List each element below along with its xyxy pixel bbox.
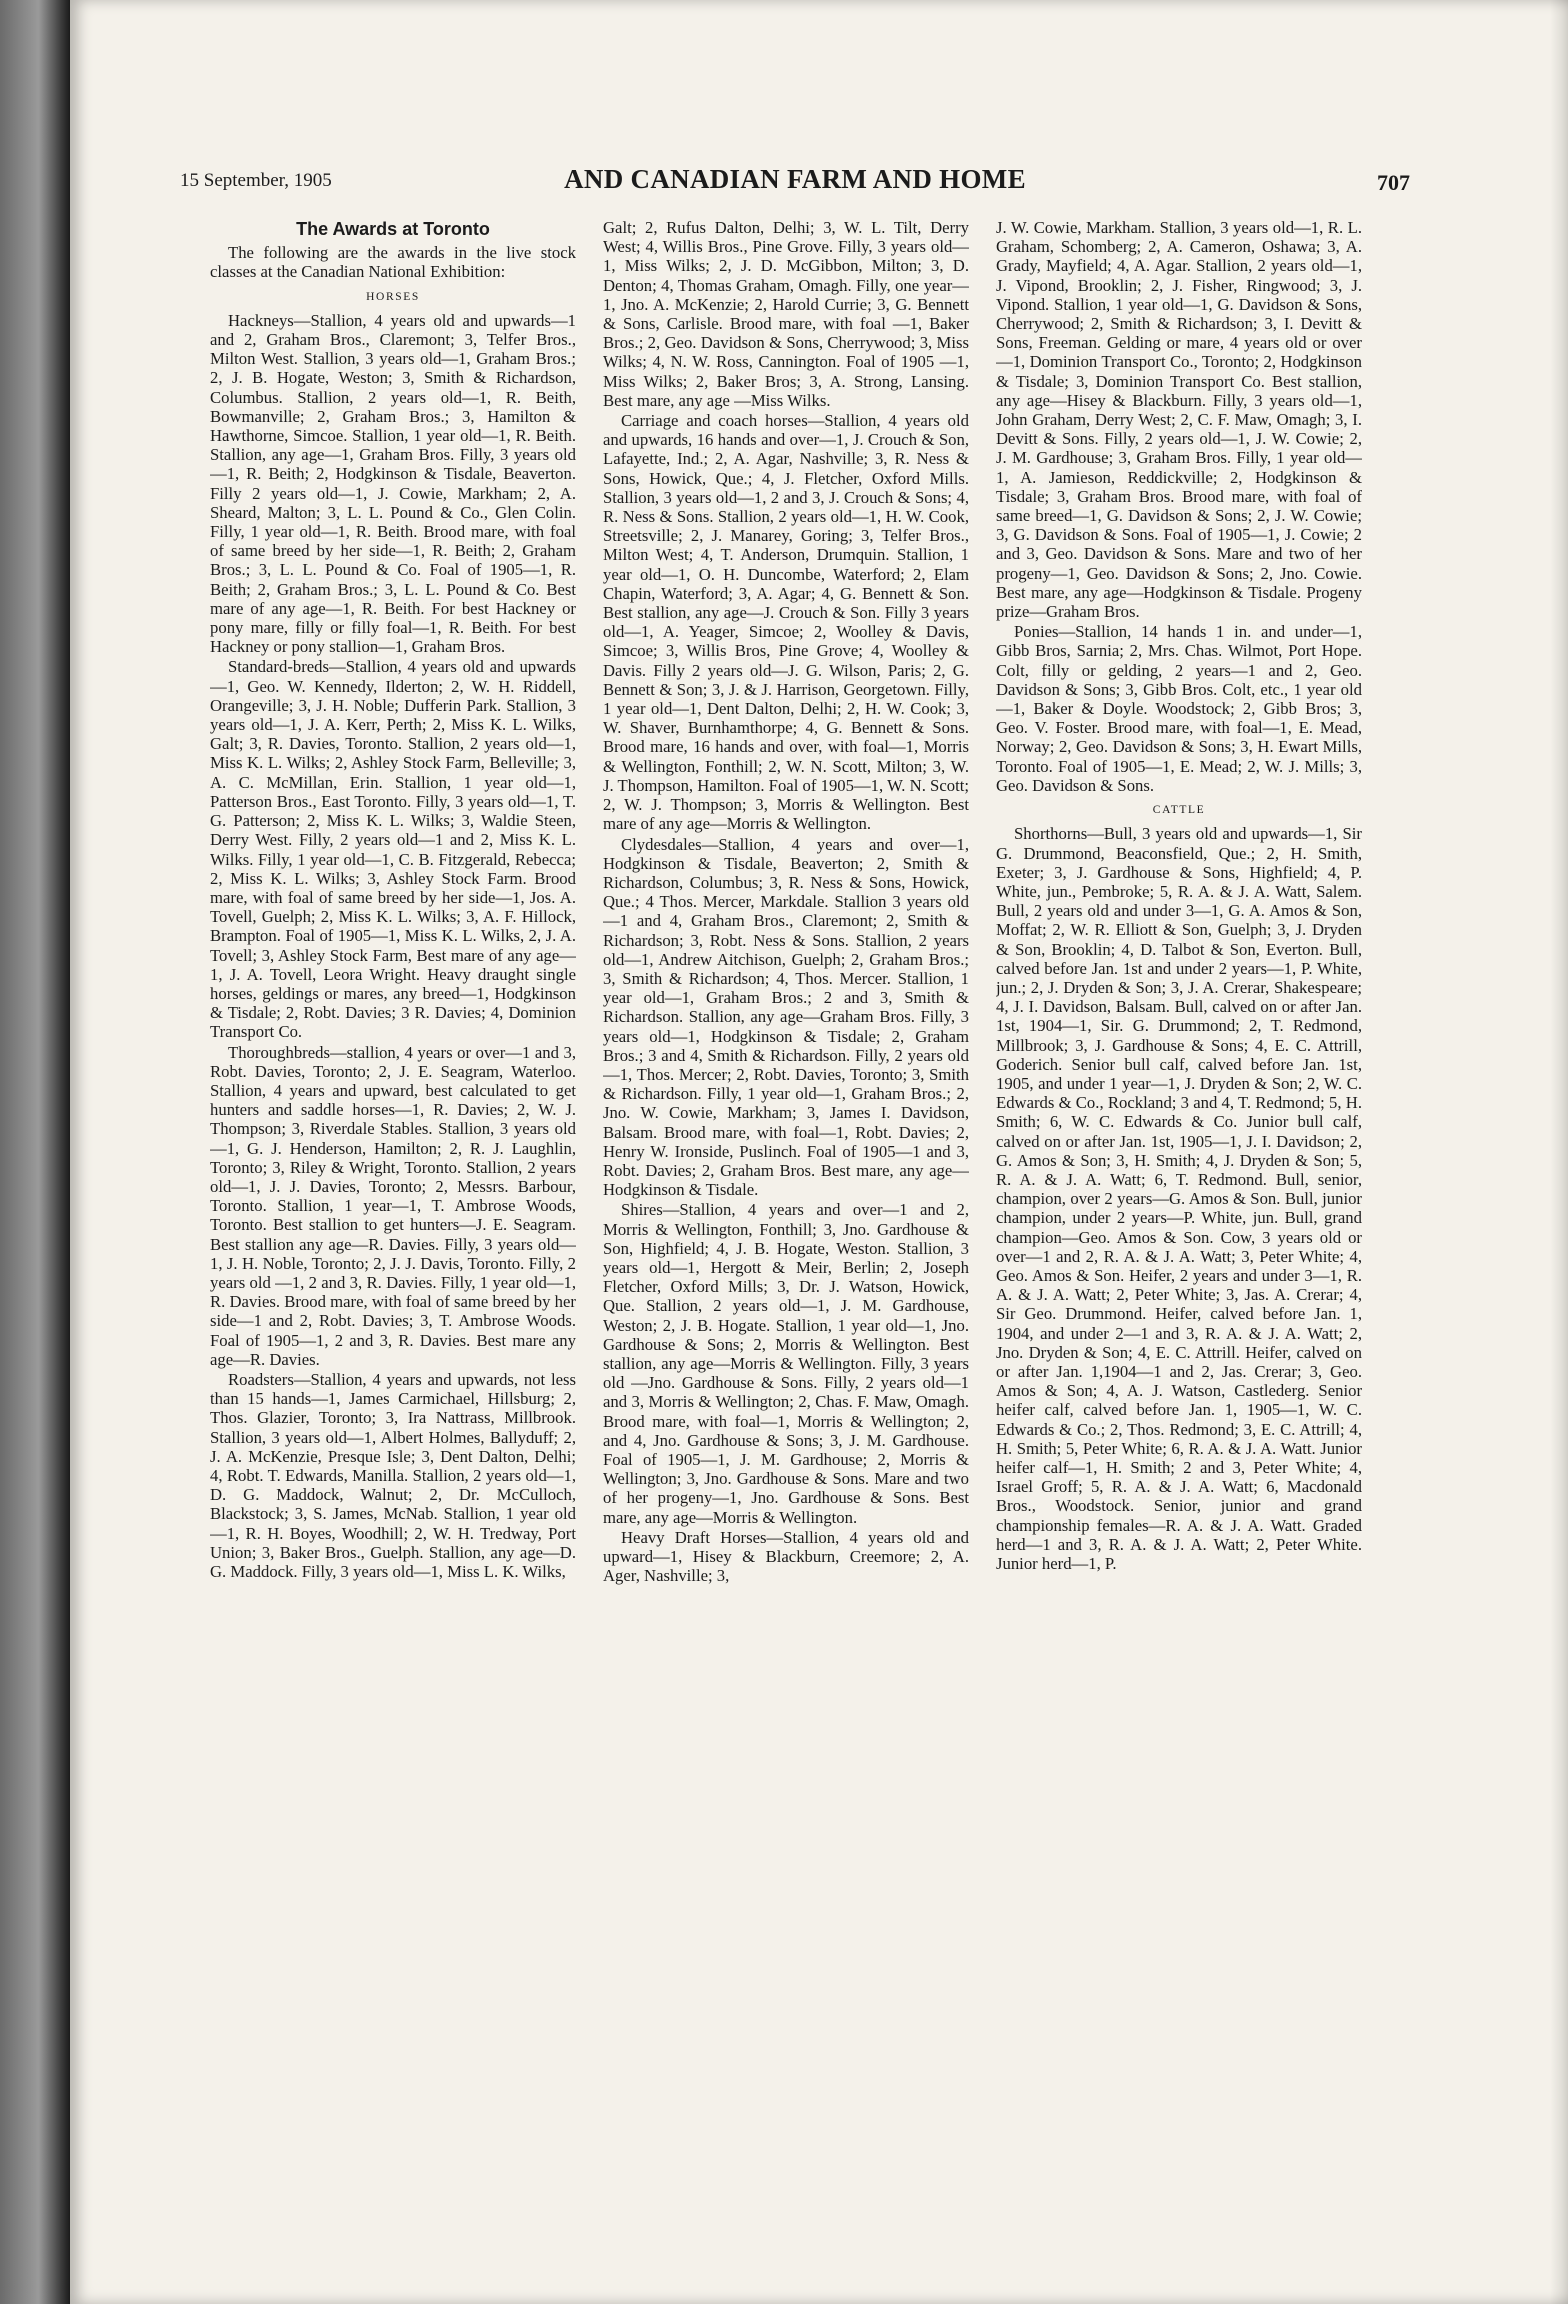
article-title: The Awards at Toronto: [296, 219, 490, 239]
paragraph-ponies: Ponies—Stallion, 14 hands 1 in. and under—1, Gibb Bros, Sarnia; 2, Mrs. Chas. Wilmot, Port Hope. Colt, filly or gelding, 2 years—1 and 2, Geo. Davidson & Sons; 3, Gibb Bros. Colt, etc., 1 year old—1, Baker & Doyle. Woodstock; 2, Gibb Bros; 3, Geo. V. Foster. Brood mare, with foal—1, E. Mead, Norway; 2, Geo. Davidson & Sons; 3, H. Ewart Mills, Toronto. Foal of 1905—1, E. Mead; 2, W. J. Mills; 3, Geo. Davidson & Sons.: [996, 622, 1362, 795]
page-number: 707: [1377, 170, 1410, 195]
paragraph-shorthorns: Shorthorns—Bull, 3 years old and upwards—1, Sir G. Drummond, Beaconsfield, Que.; 2, H. Smith, Exeter; 3, J. Gardhouse & Sons, Highfield; 4, P. White, jun., Pembroke; 5, R. A. & J. A. Watt, Salem. Bull, 2 years old and under 3—1, G. A. Amos & Son, Moffat; 2, W. R. Elliott & Son, Guelph; 3, J. Dryden & Son, Brooklin; 4, D. Talbot & Son, Everton. Bull, calved before Jan. 1st and under 2 years—1, P. White, jun.; 2, J. Dryden & Son; 3, J. A. Crerar, Shakespeare; 4, J. I. Davidson, Balsam. Bull, calved on or after Jan. 1st, 1904—1, Sir. G. Drummond; 2, T. Redmond, Millbrook; 3, J. Gardhouse & Sons; 4, E. C. Attrill, Goderich. Senior bull calf, calved before Jan. 1st, 1905, and under 1 year—1, J. Dryden & Son; 2, W. C. Edwards & Co., Rockland; 3 and 4, T. Redmond; 5, H. Smith; 6, W. C. Edwards & Co. Junior bull calf, calved on or after Jan. 1st, 1905—1, J. I. Davidson; 2, G. Amos & Son; 3, H. Smith; 4, J. Dryden & Son; 5, R. A. & J. A. Watt; 6, T. Redmond. Bull, senior, champion, over 2 years—G. Amos & Son. Bull, junior champion, under 2 years—P. White, jun. Bull, grand champion—Geo. Amos & Son. Cow, 3 years old or over—1 and 2, R. A. & J. A. Watt; 3, Peter White; 4, Geo. Amos & Son. Heifer, 2 years and under 3—1, R. A. & J. A. Watt; 2, Peter White; 3, Jas. A. Crerar; 4, Sir Geo. Drummond. Heifer, calved before Jan. 1, 1904, and under 2—1 and 3, R. A. & J. A. Watt; 2, Jno. Dryden & Son; 4, E. C. Attrill. Heifer, calved on or after Jan. 1,1904—1 and 2, Jas. Crerar; 3, Geo. Amos & Son; 4, A. J. Watson, Castlederg. Senior heifer calf, calved before Jan. 1, 1905—1, W. C. Edwards & Co.; 2, Thos. Redmond; 3, E. C. Attrill; 4, H. Smith; 5, Peter White; 6, R. A. & J. A. Watt. Junior heifer calf—1, H. Smith; 2 and 3, Peter White; 4, Israel Groff; 5, R. A. & J. A. Watt; 6, Macdonald Bros., Woodstock. Senior, junior and grand championship females—R. A. & J. A. Watt. Graded herd—1 and 3, R. A. & J. A. Watt; 2, Peter White. Junior herd—1, P.: [996, 824, 1362, 1574]
text-column-3: [996, 218, 1362, 2228]
issue-date: 15 September, 1905: [180, 170, 332, 191]
publication-title: AND CANADIAN FARM AND HOME: [564, 164, 1026, 194]
page-shadow-edge: [1550, 0, 1568, 2304]
paragraph-carriage-horses: Carriage and coach horses—Stallion, 4 years old and upwards, 16 hands and over—1, J. Crouch & Son, Lafayette, Ind.; 2, A. Agar, Nashville; 3, R. Ness & Sons, Howick, Que.; 4, J. Fletcher, Oxford Mills. Stallion, 3 years old—1, 2 and 3, J. Crouch & Sons; 4, R. Ness & Sons. Stallion, 2 years old—1, H. W. Cook, Streetsville; 2, J. Manarey, Goring; 3, Telfer Bros., Milton West; 4, T. Anderson, Drumquin. Stallion, 1 year old—1, O. H. Duncombe, Waterford; 2, Elam Chapin, Waterford; 3, A. Agar; 4, G. Bennett & Son. Best stallion, any age—J. Crouch & Son. Filly 3 years old—1, A. Yeager, Simcoe; 2, Woolley & Davis, Simcoe; 3, Willis Bros, Pine Grove; 4, Woolley & Davis. Filly 2 years old—J. G. Wilson, Paris; 2, G. Bennett & Son; 3, J. & J. Harrison, Georgetown. Filly, 1 year old—1, Dent Dalton, Delhi; 2, H. W. Cook; 3, W. Shaver, Burnhamthorpe; 4, G. Bennett & Sons. Brood mare, 16 hands and over, with foal—1, Morris & Wellington, Fonthill; 2, W. N. Scott, Milton; 3, W. J. Thompson, Hamilton. Foal of 1905—1, W. N. Scott; 2, W. J. Thompson; 3, Morris & Wellington. Best mare of any age—Morris & Wellington.: [603, 411, 969, 834]
article-intro: The following are the awards in the live stock classes at the Canadian National Exhibition:: [210, 243, 576, 282]
scan-binding-edge: [0, 0, 70, 2304]
section-heading-horses: HORSES: [366, 290, 420, 303]
paragraph-heavy-draft-cont: J. W. Cowie, Markham. Stallion, 3 years old—1, R. L. Graham, Schomberg; 2, A. Cameron, Oshawa; 3, A. Grady, Mayfield; 4, A. Agar. Stallion, 2 years old—1, J. Vipond, Brooklin; 2, J. Fisher, Ringwood; 3, J. Vipond. Stallion, 1 year old—1, G. Davidson & Sons, Cherrywood; 2, Smith & Richardson; 3, I. Devitt & Sons, Freeman. Gelding or mare, 4 years old or over—1, Dominion Transport Co., Toronto; 2, Hodgkinson & Tisdale; 3, Dominion Transport Co. Best stallion, any age—Hisey & Blackburn. Filly, 3 years old—1, John Graham, Derry West; 2, C. F. Maw, Omagh; 3, I. Devitt & Sons. Filly, 2 years old—1, J. W. Cowie; 2, J. M. Gardhouse; 3, Graham Bros. Filly, 1 year old—1, A. Jamieson, Reddickville; 2, Hodgkinson & Tisdale; 3, Graham Bros. Brood mare, with foal of same breed—1, G. Davidson & Sons; 2, J. W. Cowie; 3, G. Davidson & Sons. Foal of 1905—1, J. Cowie; 2 and 3, Geo. Davidson & Sons. Mare and two of her progeny—1, Geo. Davidson & Sons; 2, Jno. Cowie. Best mare, any age—Hodgkinson & Tisdale. Progeny prize—Graham Bros.: [996, 218, 1362, 622]
paragraph-roadsters: Roadsters—Stallion, 4 years and upwards, not less than 15 hands—1, James Carmichael, Hillsburg; 2, Thos. Glazier, Toronto; 3, Ira Nattrass, Millbrook. Stallion, 3 years old—1, Albert Holmes, Ballyduff; 2, J. A. McKenzie, Presque Isle; 3, Dent Dalton, Delhi; 4, Robt. T. Edwards, Manilla. Stallion, 2 years old—1, D. G. Maddock, Walnut; 2, Dr. McCulloch, Blackstock; 3, S. James, McNab. Stallion, 1 year old—1, R. H. Boyes, Woodhill; 2, W. H. Tredway, Port Union; 3, Baker Bros., Guelph. Stallion, any age—D. G. Maddock. Filly, 3 years old—1, Miss L. K. Wilks,: [210, 1369, 576, 1582]
paragraph-roadsters-cont: Galt; 2, Rufus Dalton, Delhi; 3, W. L. Tilt, Derry West; 4, Willis Bros., Pine Grove. Filly, 3 years old—1, Miss Wilks; 2, J. D. McGibbon, Milton; 3, D. Denton; 4, Thomas Graham, Omagh. Filly, one year—1, Jno. A. McKenzie; 2, Harold Currie; 3, G. Bennett & Sons, Carlisle. Brood mare, with foal —1, Baker Bros.; 2, Geo. Davidson & Sons, Cherrywood; 3, Miss Wilks; 4, N. W. Ross, Cannington. Foal of 1905 —1, Miss Wilks; 2, Baker Bros; 3, A. Strong, Lansing. Best mare, any age —Miss Wilks.: [603, 218, 969, 410]
paragraph-heavy-draft: Heavy Draft Horses—Stallion, 4 years old and upward—1, Hisey & Blackburn, Creemore; 2, A. Ager, Nashville; 3,: [603, 1527, 969, 1586]
paragraph-thoroughbreds: Thoroughbreds—stallion, 4 years or over—1 and 3, Robt. Davies, Toronto; 2, J. E. Seagram, Waterloo. Stallion, 4 years and upward, best calculated to get hunters and saddle horses—1, R. Davies; 2, W. J. Thompson; 3, Riverdale Stables. Stallion, 3 years old—1, G. J. Henderson, Hamilton; 2, R. J. Laughlin, Toronto; 3, Riley & Wright, Toronto. Stallion, 2 years old—1, J. J. Davies, Toronto; 2, Messrs. Barbour, Toronto. Stallion, 1 year—1, T. Ambrose Woods, Toronto. Best stallion to get hunters—J. E. Seagram. Best stallion any age—R. Davies. Filly, 3 years old—1, J. H. Noble, Toronto; 2, J. J. Davis, Toronto. Filly, 2 years old —1, 2 and 3, R. Davies. Filly, 1 year old—1, R. Davies. Brood mare, with foal of same breed by her side—1 and 2, Robt. Davies; 3, T. Ambrose Woods. Foal of 1905—1, 2 and 3, R. Davies. Best mare any age—R. Davies.: [210, 1042, 576, 1369]
paragraph-clydesdales: Clydesdales—Stallion, 4 years and over—1, Hodgkinson & Tisdale, Beaverton; 2, Smith & Richardson, Columbus; 3, R. Ness & Sons, Howick, Que.; 4 Thos. Mercer, Markdale. Stallion 3 years old—1 and 4, Graham Bros., Claremont; 2, Smith & Richardson; 3, Robt. Ness & Sons. Stallion, 2 years old—1, Andrew Aitchison, Guelph; 2, Graham Bros.; 3, Smith & Richardson; 4, Thos. Mercer. Stallion, 1 year old—1, Graham Bros.; 2 and 3, Smith & Richardson. Stallion, any age—Graham Bros. Filly, 3 years old—1, Hodgkinson & Tisdale; 2, Graham Bros.; 3 and 4, Smith & Richardson. Filly, 2 years old—1, Thos. Mercer; 2, Robt. Davies, Toronto; 3, Smith & Richardson. Filly, 1 year old—1, Graham Bros.; 2, Jno. W. Cowie, Markham; 3, James I. Davidson, Balsam. Brood mare, with foal—1, Robt. Davies; 2, Henry W. Ironside, Puslinch. Foal of 1905—1 and 3, Robt. Davies; 2, Graham Bros. Best mare, any age—Hodgkinson & Tisdale.: [603, 834, 969, 1200]
paragraph-shires: Shires—Stallion, 4 years and over—1 and 2, Morris & Wellington, Fonthill; 3, Jno. Gardhouse & Son, Highfield; 4, J. B. Hogate, Weston. Stallion, 3 years old—1, Hergott & Meir, Berlin; 2, Joseph Fletcher, Oxford Mills; 3, Dr. J. Watson, Howick, Que. Stallion, 2 years old—1, J. M. Gardhouse, Weston; 2, J. B. Hogate. Stallion, 1 year old—1, Jno. Gardhouse & Sons; 2, Morris & Wellington. Best stallion, any age—Morris & Wellington. Filly, 3 years old —Jno. Gardhouse & Sons. Filly, 2 years old—1 and 3, Morris & Wellington; 2, Chas. F. Maw, Omagh. Brood mare, with foal—1, Morris & Wellington; 2, and 4, Jno. Gardhouse & Sons; 3, J. M. Gardhouse. Foal of 1905—1, J. M. Gardhouse; 2, Morris & Wellington; 3, Jno. Gardhouse & Sons. Mare and two of her progeny—1, Jno. Gardhouse & Sons. Best mare, any age—Morris & Wellington.: [603, 1200, 969, 1527]
section-heading-cattle: CATTLE: [1152, 804, 1206, 817]
page-header: [180, 164, 1410, 204]
text-column-1: [210, 218, 576, 2228]
paragraph-standard-breds: Standard-breds—Stallion, 4 years old and upwards—1, Geo. W. Kennedy, Ilderton; 2, W. H. Riddell, Orangeville; 3, J. H. Noble; Dufferin Park. Stallion, 3 years old—1, J. A. Kerr, Perth; 2, Miss K. L. Wilks, Galt; 3, R. Davies, Toronto. Stallion, 2 years old—1, Miss K. L. Wilks; 2, Ashley Stock Farm, Belleville; 3, A. C. McMillan, Erin. Stallion, 1 year old—1, Patterson Bros., East Toronto. Filly, 3 years old—1, T. G. Patterson; 2, Miss K. L. Wilks; 3, Waldie Steen, Derry West. Filly, 2 years old—1 and 2, Miss K. L. Wilks. Filly, 1 year old—1, C. B. Fitzgerald, Rebecca; 2, Miss K. L. Wilks; 3, Ashley Stock Farm. Brood mare, with foal of same breed by her side—1, Jos. A. Tovell, Guelph; 2, Miss K. L. Wilks; 3, A. F. Hillock, Brampton. Foal of 1905—1, Miss K. L. Wilks, 2, J. A. Tovell; 3, Ashley Stock Farm, Best mare of any age—1, J. A. Tovell, Leora Wright. Heavy draught single horses, geldings or mares, any breed—1, Hodgkinson & Tisdale; 2, Robt. Davies; 3 R. Davies; 4, Dominion Transport Co.: [210, 657, 576, 1042]
text-column-2: [603, 218, 969, 2228]
paragraph-hackneys: Hackneys—Stallion, 4 years old and upwards—1 and 2, Graham Bros., Claremont; 3, Telfer Bros., Milton West. Stallion, 3 years old—1, Graham Bros.; 2, J. B. Hogate, Weston; 3, Smith & Richardson, Columbus. Stallion, 2 years old—1, R. Beith, Bowmanville; 2, Graham Bros.; 3, Hamilton & Hawthorne, Simcoe. Stallion, 1 year old—1, R. Beith. Stallion, any age—1, Graham Bros. Filly, 3 years old—1, R. Beith; 2, Hodgkinson & Tisdale, Beaverton. Filly 2 years old—1, J. Cowie, Markham; 2, A. Sheard, Malton; 3, L. L. Pound & Co., Glen Colin. Filly, 1 year old—1, R. Beith. Brood mare, with foal of same breed by her side—1, R. Beith; 2, Graham Bros.; 3, L. L. Pound & Co. Foal of 1905—1, R. Beith; 2, Graham Bros.; 3, L. L. Pound & Co. Best mare of any age—1, R. Beith. For best Hackney or pony mare, filly or filly foal—1, R. Beith. For best Hackney or pony stallion—1, Graham Bros.: [210, 310, 576, 657]
